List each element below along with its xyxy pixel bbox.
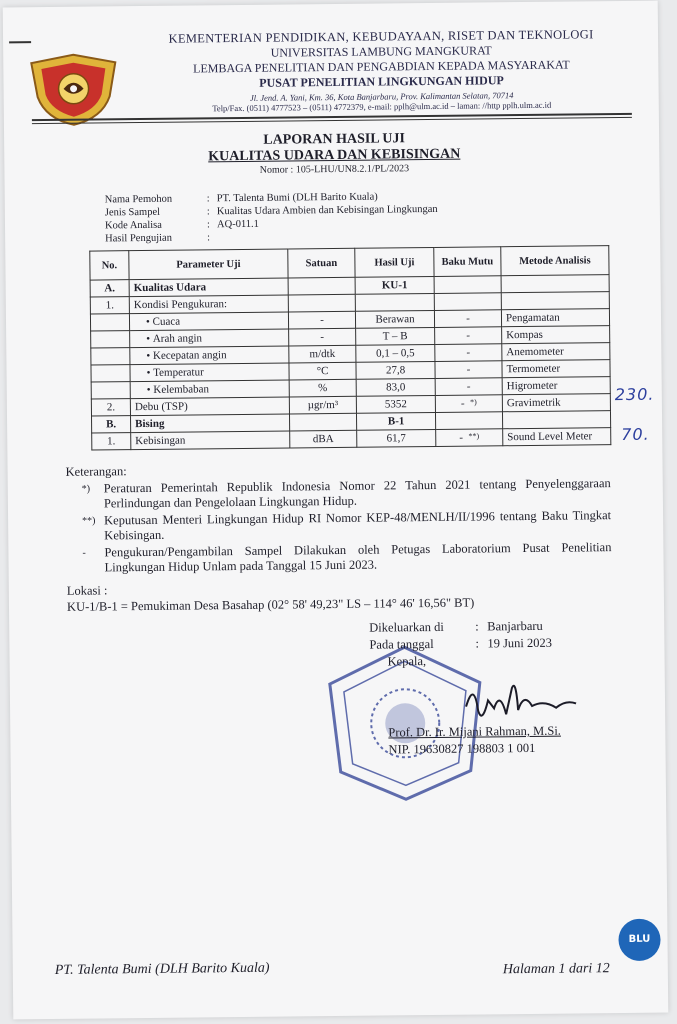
note-text: Keputusan Menteri Lingkungan Hidup RI Nomor KEP-48/MENLH/II/1996 tentang Baku Tingkat Kebisingan. (104, 508, 612, 543)
cell-unit: dBA (290, 430, 357, 448)
signer-name: Prof. Dr. Ir. Mijani Rahman, M.Si. (388, 723, 561, 740)
cell-no (91, 348, 130, 365)
issued-date-value: 19 Juni 2023 (487, 635, 553, 651)
signature-block: Dikeluarkan di : Banjarbaru Pada tanggal : 19 Juni 2023 Kepala, Prof. Dr. Ir. Mijani Rahman, M.Si. NIP. 19630827 198803 1 001 (369, 618, 561, 759)
cell-no: 1. (92, 433, 131, 450)
cell-result: 61,7 (357, 429, 436, 447)
cell-method: Kompas (502, 326, 610, 344)
issued-place-label: Dikeluarkan di (369, 619, 444, 635)
handwritten-note-2: 70. (621, 424, 650, 445)
note-mark: - (82, 547, 86, 559)
cell-result: 0,1 – 0,5 (356, 344, 435, 362)
cell-no: B. (92, 416, 131, 433)
letterhead (121, 27, 642, 114)
info-label: Hasil Pengujian (105, 232, 172, 245)
cell-parameter: Bising (131, 414, 290, 433)
standard-value: - (460, 397, 465, 410)
col-standard: Baku Mutu (434, 247, 501, 277)
col-unit: Satuan (288, 248, 355, 278)
cell-parameter: Debu (TSP) (130, 397, 289, 416)
cell-unit: - (289, 328, 356, 346)
cell-unit: % (289, 379, 356, 397)
signer-role: Kepala, (387, 654, 427, 669)
address: Jl. Jend. A. Yani, Km. 36, Kota Banjarbaru, Prov. Kalimantan Selatan, 70714 (249, 90, 514, 103)
university-logo-icon (27, 52, 120, 127)
cell-result: KU-1 (355, 276, 434, 294)
cell-standard (435, 344, 502, 362)
cell-unit (288, 294, 355, 312)
cell-method (502, 411, 610, 429)
info-sep: : (207, 232, 211, 244)
note-mark: *) (81, 483, 91, 495)
col-method: Metode Analisis (501, 246, 609, 276)
institute-name: LEMBAGA PENELITIAN DAN PENGABDIAN KEPADA MASYARAKAT (192, 57, 570, 76)
cell-no (91, 382, 130, 399)
report-number: Nomor : 105-LHU/UN8.2.1/PL/2023 (259, 163, 410, 176)
cell-result: 83,0 (356, 378, 435, 396)
report-title (154, 130, 514, 177)
cell-no (90, 314, 129, 331)
title-line-2: KUALITAS UDARA DAN KEBISINGAN (208, 146, 461, 165)
location-text: KU-1/B-1 = Pemukiman Desa Basahap (02° 58' 49,23" LS – 114° 46' 16,56" BT) (66, 595, 475, 614)
cell-method: Termometer (502, 360, 610, 378)
university-name: UNIVERSITAS LAMBUNG MANGKURAT (270, 43, 492, 60)
cell-unit: µgr/m³ (289, 396, 356, 414)
cell-result: 27,8 (356, 361, 435, 379)
issued-date-label: Pada tanggal (369, 636, 434, 652)
footer-page-number: Halaman 1 dari 12 (502, 961, 610, 978)
cell-parameter: • Arah angin (130, 329, 289, 348)
info-sep: : (206, 193, 210, 205)
note-item (66, 508, 611, 544)
cell-parameter: • Kelembaban (130, 380, 289, 399)
note-mark: **) (82, 515, 96, 527)
cell-parameter: • Temperatur (130, 363, 289, 382)
info-sep: : (206, 206, 210, 218)
cell-standard (435, 395, 502, 413)
cell-no: 1. (90, 297, 129, 314)
request-info (105, 191, 438, 246)
info-value: AQ-011.1 (216, 218, 259, 231)
standard-value: - (466, 312, 470, 325)
cell-parameter: • Kecepatan angin (130, 346, 289, 365)
note-text: Pengukuran/Pengambilan Sampel Dilakukan oleh Petugas Laboratorium Pusat Penelitian Lingkungan Hidup Unlam pada Tanggal 15 Juni 2023. (104, 540, 612, 575)
cell-unit: m/dtk (289, 345, 356, 363)
cell-method: Sound Level Meter (503, 428, 611, 446)
cell-result: 5352 (356, 395, 435, 413)
location-heading: Lokasi : (66, 583, 108, 598)
standard-ref: **) (468, 431, 480, 441)
cell-method (501, 292, 609, 310)
handwritten-note-1: 230. (614, 384, 655, 405)
location-section (67, 579, 475, 615)
cell-standard (435, 378, 502, 396)
cell-parameter: Kualitas Udara (129, 278, 288, 297)
standard-ref: *) (470, 397, 477, 407)
col-no: No. (90, 251, 129, 280)
signer-nip: NIP. 19630827 198803 1 001 (388, 740, 536, 757)
title-line-1: LAPORAN HASIL UJI (263, 131, 405, 148)
standard-value: - (466, 346, 471, 359)
info-label: Jenis Sampel (104, 206, 161, 219)
cell-method: Anemometer (502, 343, 610, 361)
center-name: PUSAT PENELITIAN LINGKUNGAN HIDUP (259, 73, 504, 90)
cell-parameter: Kebisingan (131, 431, 290, 450)
info-row (105, 230, 438, 246)
cell-standard (435, 327, 502, 345)
notes-section (66, 459, 612, 576)
cell-method: Gravimetrik (502, 394, 610, 412)
info-sep: : (206, 219, 210, 231)
report-page (3, 1, 669, 1020)
cell-standard (434, 276, 501, 294)
cell-no (91, 365, 130, 382)
cell-unit: - (288, 311, 355, 329)
ministry-name: KEMENTERIAN PENDIDIKAN, KEBUDAYAAN, RISET DAN TEKNOLOGI (168, 27, 594, 46)
footer-client: PT. Talenta Bumi (DLH Barito Kuala) (54, 960, 270, 978)
col-result: Hasil Uji (355, 247, 434, 277)
cell-method: Higrometer (502, 377, 610, 395)
info-value: PT. Talenta Bumi (DLH Barito Kuala) (216, 191, 378, 205)
contact-info: Telp/Fax. (0511) 4777523 – (0511) 4772379, e-mail: pplh@ulm.ac.id – laman: //http pplh.ulm.ac.id (212, 99, 552, 114)
cell-unit: °C (289, 362, 356, 380)
col-parameter: Parameter Uji (129, 249, 288, 280)
cell-result (355, 293, 434, 311)
blu-badge-icon: BLU (618, 919, 660, 961)
cell-standard (435, 412, 502, 430)
cell-standard (435, 361, 502, 379)
cell-parameter: Kondisi Pengukuran: (129, 295, 288, 314)
standard-value: - (466, 329, 471, 342)
standard-value: - (466, 380, 471, 393)
results-table (89, 245, 611, 450)
note-item (66, 540, 611, 576)
standard-value: - (459, 431, 464, 444)
cell-unit (288, 277, 355, 295)
cell-method (501, 275, 609, 293)
cell-no: A. (90, 280, 129, 297)
cell-standard (436, 429, 503, 447)
cell-no (91, 331, 130, 348)
notes-heading: Keterangan: (65, 464, 127, 479)
cell-result: B-1 (356, 412, 435, 430)
cell-standard (434, 293, 501, 311)
info-label: Nama Pemohon (104, 193, 173, 206)
cell-standard (434, 310, 501, 328)
note-text: Peraturan Pemerintah Republik Indonesia Nomor 22 Tahun 2021 tentang Penyelenggaraan Perlindungan dan Pengelolaan Lingkungan Hidup. (103, 476, 611, 511)
corner-dash (9, 41, 31, 43)
cell-no: 2. (91, 399, 130, 416)
info-value: Kualitas Udara Ambien dan Kebisingan Lingkungan (216, 203, 438, 218)
cell-unit (289, 413, 356, 431)
info-label: Kode Analisa (104, 219, 162, 232)
issued-place-value: Banjarbaru (487, 618, 543, 634)
cell-parameter: • Cuaca (129, 312, 288, 331)
cell-method: Pengamatan (501, 309, 609, 327)
standard-value: - (466, 363, 471, 376)
cell-result: T – B (356, 327, 435, 345)
cell-result: Berawan (355, 310, 434, 328)
note-item (66, 476, 611, 512)
